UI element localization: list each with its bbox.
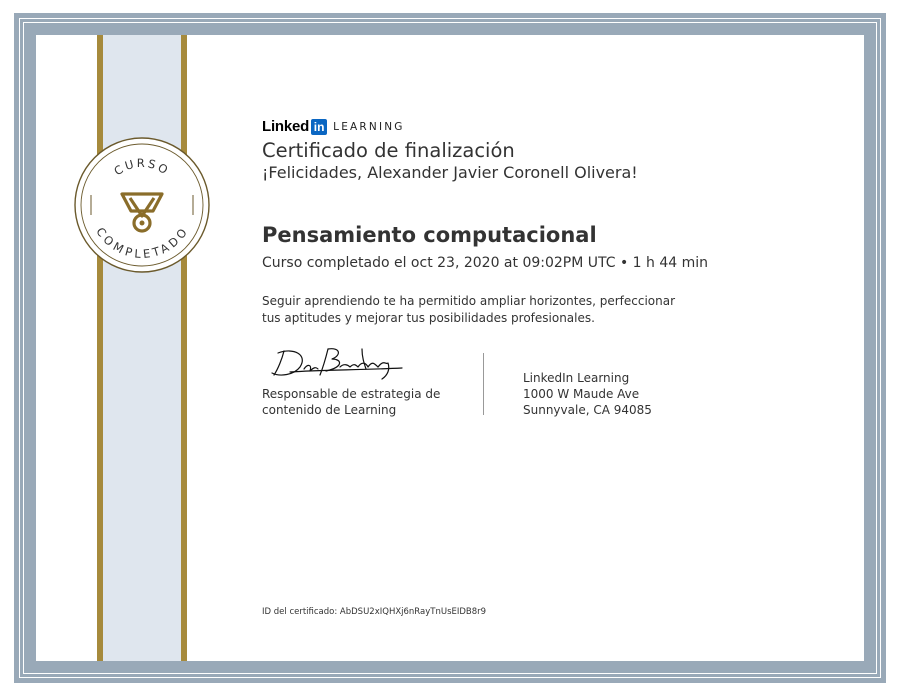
address-line: Sunnyvale, CA 94085 — [523, 403, 652, 417]
address-line: 1000 W Maude Ave — [523, 387, 640, 401]
recipient-congrats: ¡Felicidades, Alexander Javier Coronell Olivera! — [262, 163, 638, 182]
seal-bottom-text: COMPLETADO — [93, 224, 191, 261]
certificate-title: Certificado de finalización — [262, 139, 515, 162]
course-completion-details: Curso completado el oct 23, 2020 at 09:02PM UTC • 1 h 44 min — [262, 255, 709, 271]
signatory-role-line: contenido de Learning — [262, 403, 397, 417]
linkedin-learning-logo — [262, 118, 405, 135]
address-line: LinkedIn Learning — [523, 371, 630, 385]
course-name: Pensamiento computacional — [262, 223, 597, 247]
signature-image — [270, 345, 410, 381]
logo-learning-word: LEARNING — [333, 120, 405, 133]
logo-in-badge: in — [311, 119, 327, 135]
certificate-id: ID del certificado: AbDSU2xIQHXj6nRayTnUsEIDB8r9 — [262, 607, 487, 617]
issuer-address — [523, 370, 652, 418]
signatory-role — [262, 386, 462, 418]
certificate-message: Seguir aprendiendo te ha permitido ampliar horizontes, perfeccionar tus aptitudes y mejorar tus posibilidades profesionales. — [262, 294, 676, 325]
signatory-role-line: Responsable de estrategia de — [262, 387, 441, 401]
logo-linked-word: Linked — [262, 118, 310, 135]
seal-top-text: CURSO — [111, 155, 173, 179]
vertical-divider — [483, 353, 484, 415]
certificate-ribbon — [97, 35, 187, 661]
course-completed-seal — [74, 137, 210, 273]
